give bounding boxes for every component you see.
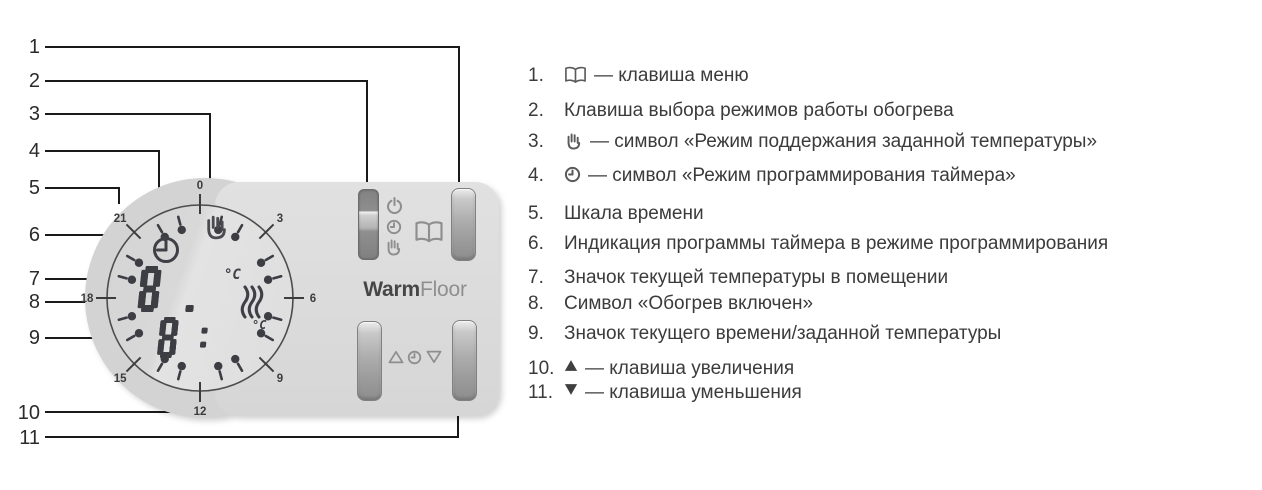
hour-mark-dot <box>128 312 136 320</box>
scale-label: 0 <box>196 180 204 192</box>
time-unit: °C <box>252 318 267 332</box>
callout-number-5: 5 <box>28 177 40 199</box>
heating-mode-slider[interactable] <box>358 189 379 260</box>
scale-label: 21 <box>113 213 127 226</box>
legend-item-2: 2. Клавиша выбора режимов работы обогрева <box>528 100 954 121</box>
callout-number-10: 10 <box>17 402 40 424</box>
hour-mark-dot <box>231 233 239 241</box>
menu-button[interactable] <box>451 188 476 261</box>
callout-number-7: 7 <box>28 268 40 290</box>
legend-text: Значок текущей температуры в помещении <box>564 267 949 288</box>
book-icon <box>564 66 587 84</box>
legend-item-7: 7. Значок текущей температуры в помещении <box>528 267 949 288</box>
scale-label: 15 <box>113 372 127 385</box>
legend-text: Значок текущего времени/заданной температуры <box>564 323 1002 344</box>
power-icon <box>386 197 403 214</box>
clock-icon <box>407 350 422 365</box>
hour-mark-dot <box>178 362 186 370</box>
callout-number-11: 11 <box>19 427 40 449</box>
legend-item-11: 11. — клавиша уменьшения <box>528 382 802 403</box>
clock-icon <box>386 219 402 235</box>
time-scale-dial <box>81 180 317 418</box>
scale-label: 3 <box>276 213 284 226</box>
callout-number-1: 1 <box>28 36 40 58</box>
scale-label: 6 <box>309 293 317 305</box>
hour-mark-dot <box>135 259 143 267</box>
hour-mark-dot <box>128 276 136 284</box>
legend-item-1: 1. — клавиша меню <box>528 65 749 86</box>
legend-item-8: 8. Символ «Обогрев включен» <box>528 293 814 314</box>
callout-number-3: 3 <box>28 103 40 125</box>
book-icon <box>414 219 444 245</box>
hour-mark-dot <box>264 276 272 284</box>
legend-item-5: 5. Шкала времени <box>528 203 704 224</box>
legend-item-6: 6. Индикация программы таймера в режиме программирования <box>528 233 1109 254</box>
legend-item-3: 3. — символ «Режим поддержания заданной температуры» <box>528 131 1098 152</box>
legend-item-9: 9. Значок текущего времени/заданной температуры <box>528 323 1002 344</box>
temperature-unit: °C <box>224 267 241 283</box>
triangle-up-icon <box>388 350 404 364</box>
legend-text: Клавиша выбора режимов работы обогрева <box>564 100 954 121</box>
increase-button[interactable] <box>357 321 382 401</box>
legend-item-4: 4. — символ «Режим программирования таймера» <box>528 165 1016 186</box>
legend-text: Индикация программы таймера в режиме программирования <box>564 233 1109 254</box>
triangle-down-icon <box>426 350 442 364</box>
scale-label: 12 <box>193 406 207 418</box>
legend-text: — клавиша увеличения <box>585 358 795 379</box>
legend-text: — клавиша меню <box>594 65 749 86</box>
callout-number-9: 9 <box>28 327 40 349</box>
hour-mark-dot <box>178 226 186 234</box>
callout-number-8: 8 <box>28 291 40 313</box>
legend-text: — символ «Режим поддержания заданной температуры» <box>590 131 1098 152</box>
hand-icon <box>564 132 583 151</box>
hour-mark-dot <box>214 362 222 370</box>
arrow-down-icon <box>564 383 578 396</box>
callout-number-2: 2 <box>28 70 40 92</box>
arrow-up-icon <box>564 359 578 372</box>
legend-item-10: 10. — клавиша увеличения <box>528 358 795 379</box>
legend-text: Символ «Обогрев включен» <box>564 293 814 314</box>
clock-icon <box>564 166 581 183</box>
hand-icon <box>384 238 403 257</box>
decrease-button[interactable] <box>452 320 477 401</box>
hour-mark-dot <box>257 259 265 267</box>
legend-text: Шкала времени <box>564 203 704 224</box>
scale-label: 18 <box>80 293 94 305</box>
scale-label: 9 <box>276 372 284 385</box>
brand-logo: WarmFloor <box>363 278 467 301</box>
legend-text: — символ «Режим программирования таймера» <box>588 165 1016 186</box>
callout-number-4: 4 <box>28 140 40 162</box>
callout-number-6: 6 <box>28 224 40 246</box>
hour-mark-dot <box>135 329 143 337</box>
hour-mark-dot <box>231 355 239 363</box>
legend-text: — клавиша уменьшения <box>585 382 802 403</box>
